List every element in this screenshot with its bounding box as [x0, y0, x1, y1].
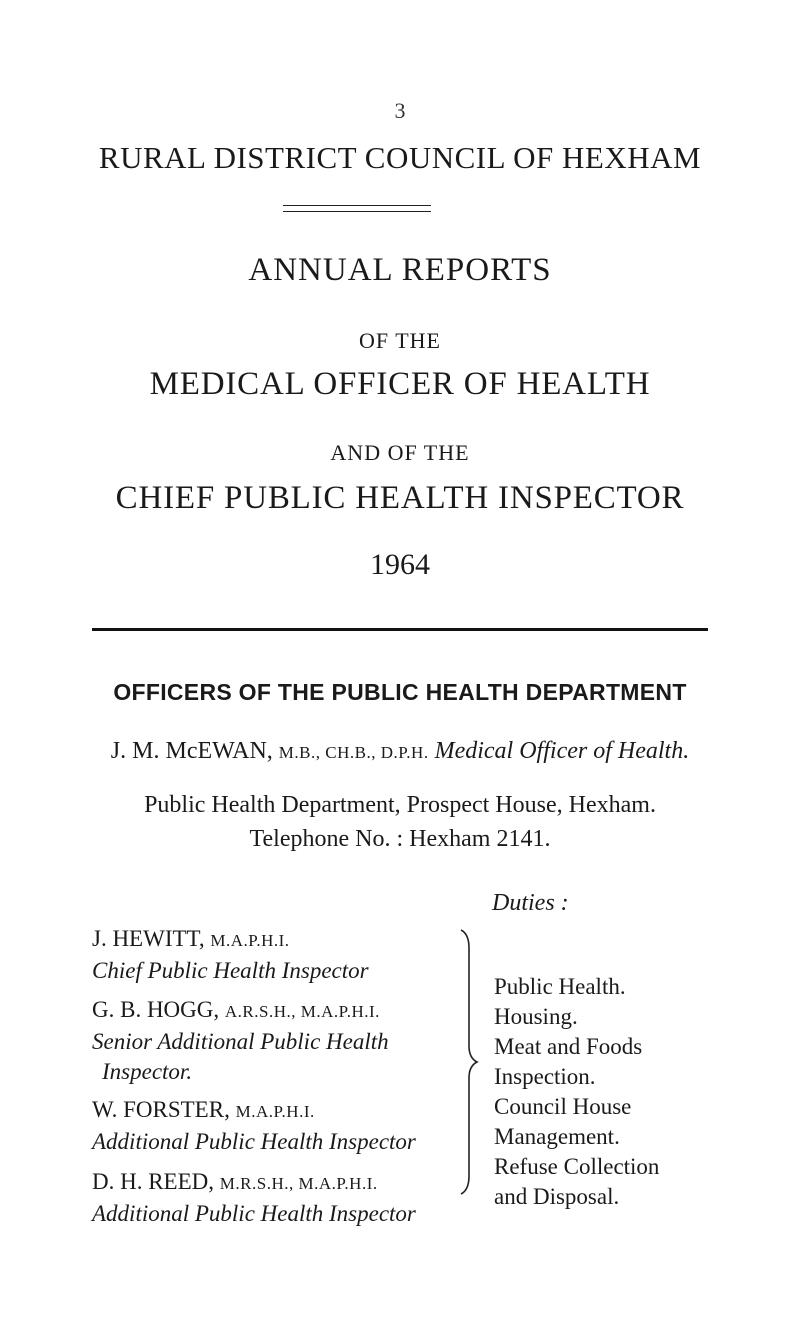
duty-item: Meat and Foods — [494, 1034, 643, 1059]
officer-title: Additional Public Health Inspector — [92, 1129, 416, 1154]
officer-qualifications: M.A.P.H.I. — [235, 1102, 315, 1121]
officer-qualifications: A.R.S.H., M.A.P.H.I. — [224, 1002, 380, 1021]
duties-label: Duties : — [492, 890, 569, 916]
officer-title: Chief Public Health Inspector — [92, 958, 369, 983]
report-year: 1964 — [370, 548, 430, 581]
officer-name: W. FORSTER, — [92, 1097, 230, 1122]
duty-item: Public Health. — [494, 974, 626, 999]
council-name: RURAL DISTRICT COUNCIL OF HEXHAM — [98, 140, 702, 175]
officer-qualifications: M.A.P.H.I. — [210, 931, 290, 950]
of-the-text: OF THE — [359, 328, 441, 353]
double-rule-divider — [283, 205, 431, 212]
chief-inspector-title: CHIEF PUBLIC HEALTH INSPECTOR — [115, 480, 685, 516]
thick-rule-divider — [92, 628, 708, 631]
officer-title: Senior Additional Public Health — [92, 1029, 389, 1054]
telephone-number: Telephone No. : Hexham 2141. — [249, 826, 551, 852]
duties-list — [494, 972, 659, 1212]
officer-entry — [92, 924, 369, 986]
duty-item: Management. — [494, 1124, 620, 1149]
officer-qualifications: M.R.S.H., M.A.P.H.I. — [219, 1174, 378, 1193]
officer-title: Additional Public Health Inspector — [92, 1201, 416, 1226]
duty-item: and Disposal. — [494, 1184, 620, 1209]
and-of-the-text: AND OF THE — [330, 440, 470, 465]
duty-item: Refuse Collection — [494, 1154, 660, 1179]
department-address: Public Health Department, Prospect House, Hexham. — [144, 792, 656, 818]
officer-title-continued: Inspector. — [102, 1059, 193, 1084]
officer-name: D. H. REED, — [92, 1169, 215, 1194]
officer-name: J. HEWITT, — [92, 926, 205, 951]
officer-entry — [92, 995, 389, 1087]
officer-name: G. B. HOGG, — [92, 997, 220, 1022]
moh-name: J. M. McEWAN, — [110, 738, 273, 764]
duty-item: Inspection. — [494, 1064, 596, 1089]
officer-entry — [92, 1167, 416, 1229]
moh-entry — [0, 738, 800, 765]
right-brace — [455, 928, 481, 1196]
medical-officer-title: MEDICAL OFFICER OF HEALTH — [149, 366, 651, 402]
duty-item: Council House — [494, 1094, 632, 1119]
page-number: 3 — [394, 98, 406, 123]
duty-item: Housing. — [494, 1004, 578, 1029]
moh-role: Medical Officer of Health. — [434, 738, 690, 764]
officers-heading: OFFICERS OF THE PUBLIC HEALTH DEPARTMENT — [113, 679, 687, 705]
report-title: ANNUAL REPORTS — [248, 252, 552, 288]
officer-entry — [92, 1095, 416, 1157]
moh-qualifications: M.B., CH.B., D.P.H. — [278, 743, 429, 762]
